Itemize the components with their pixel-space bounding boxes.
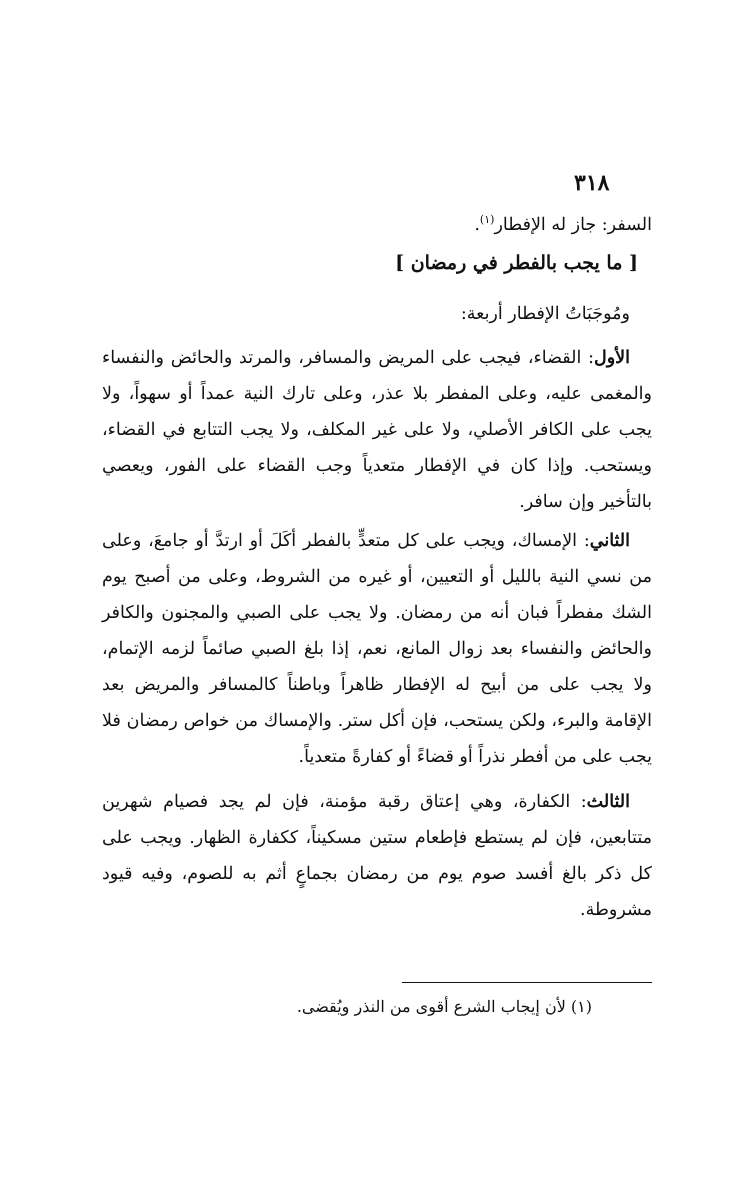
- paragraph-lead: الثاني: [589, 531, 630, 551]
- paragraph-lead: الأول: [593, 348, 630, 368]
- paragraph-third: [102, 784, 652, 928]
- paragraph-lead: الثالث: [586, 792, 630, 812]
- paragraph-text: : الكفارة، وهي إعتاق رقبة مؤمنة، فإن لم يجد فصيام شهرين متتابعين، فإن لم يستطع فإطعام ستين مسكيناً، ككفارة الظهار. ويجب على كل ذكر بالغ أفسد صوم يوم من رمضان بجماعٍ أثم به للصوم، وفيه قيود مشروطة.: [102, 792, 652, 920]
- paragraph-first: [102, 340, 652, 520]
- section-heading: [ ما يجب بالفطر في رمضان ]: [395, 252, 638, 274]
- page-number: ٣١٨: [574, 170, 610, 196]
- text-line-travel: [102, 202, 652, 243]
- footnote-reference: (١): [479, 213, 495, 226]
- paragraph-second: [102, 523, 652, 775]
- line-end: .: [474, 214, 480, 235]
- footnote-divider: [402, 982, 652, 983]
- paragraph-text: : القضاء، فيجب على المريض والمسافر، والمرتد والحائض والنفساء والمغمى عليه، وعلى المفطر بلا عذر، وعلى تارك النية عمداً أو سهواً، ولا يجب على الكافر الأصلي، ولا على غير المكلف، ولا يجب التتابع في القضاء، ويستحب. وإذا كان في الإفطار متعدياً وجب القضاء على الفور، ويعصي بالتأخير وإن سافر.: [102, 348, 652, 512]
- footnote: (١) لأن إيجاب الشرع أقوى من النذر ويُقضى.: [296, 997, 592, 1016]
- intro-line: ومُوجَبَاتُ الإفطار أربعة:: [460, 304, 630, 324]
- line-text: السفر: جاز له الإفطار: [494, 214, 652, 235]
- paragraph-text: : الإمساك، ويجب على كل متعدٍّ بالفطر أكَلَ أو ارتدَّ أو جامعَ، وعلى من نسي النية بالليل أو التعيين، أو غيره من الشروط، وعلى من أصبح يوم الشك مفطراً فبان أنه من رمضان. ولا يجب على الصبي والمجنون والكافر والحائض والنفساء بعد زوال المانع، نعم، إذا بلغ الصبي صائماً لزمه الإتمام، ولا يجب على من أبيح له الإفطار ظاهراً وباطناً كالمسافر والمريض بعد الإقامة والبرء، ولكن يستحب، فإن أكل ستر. والإمساك من خواص رمضان فلا يجب على من أفطر نذراً أو قضاءً أو كفارةً متعدياً.: [102, 531, 652, 767]
